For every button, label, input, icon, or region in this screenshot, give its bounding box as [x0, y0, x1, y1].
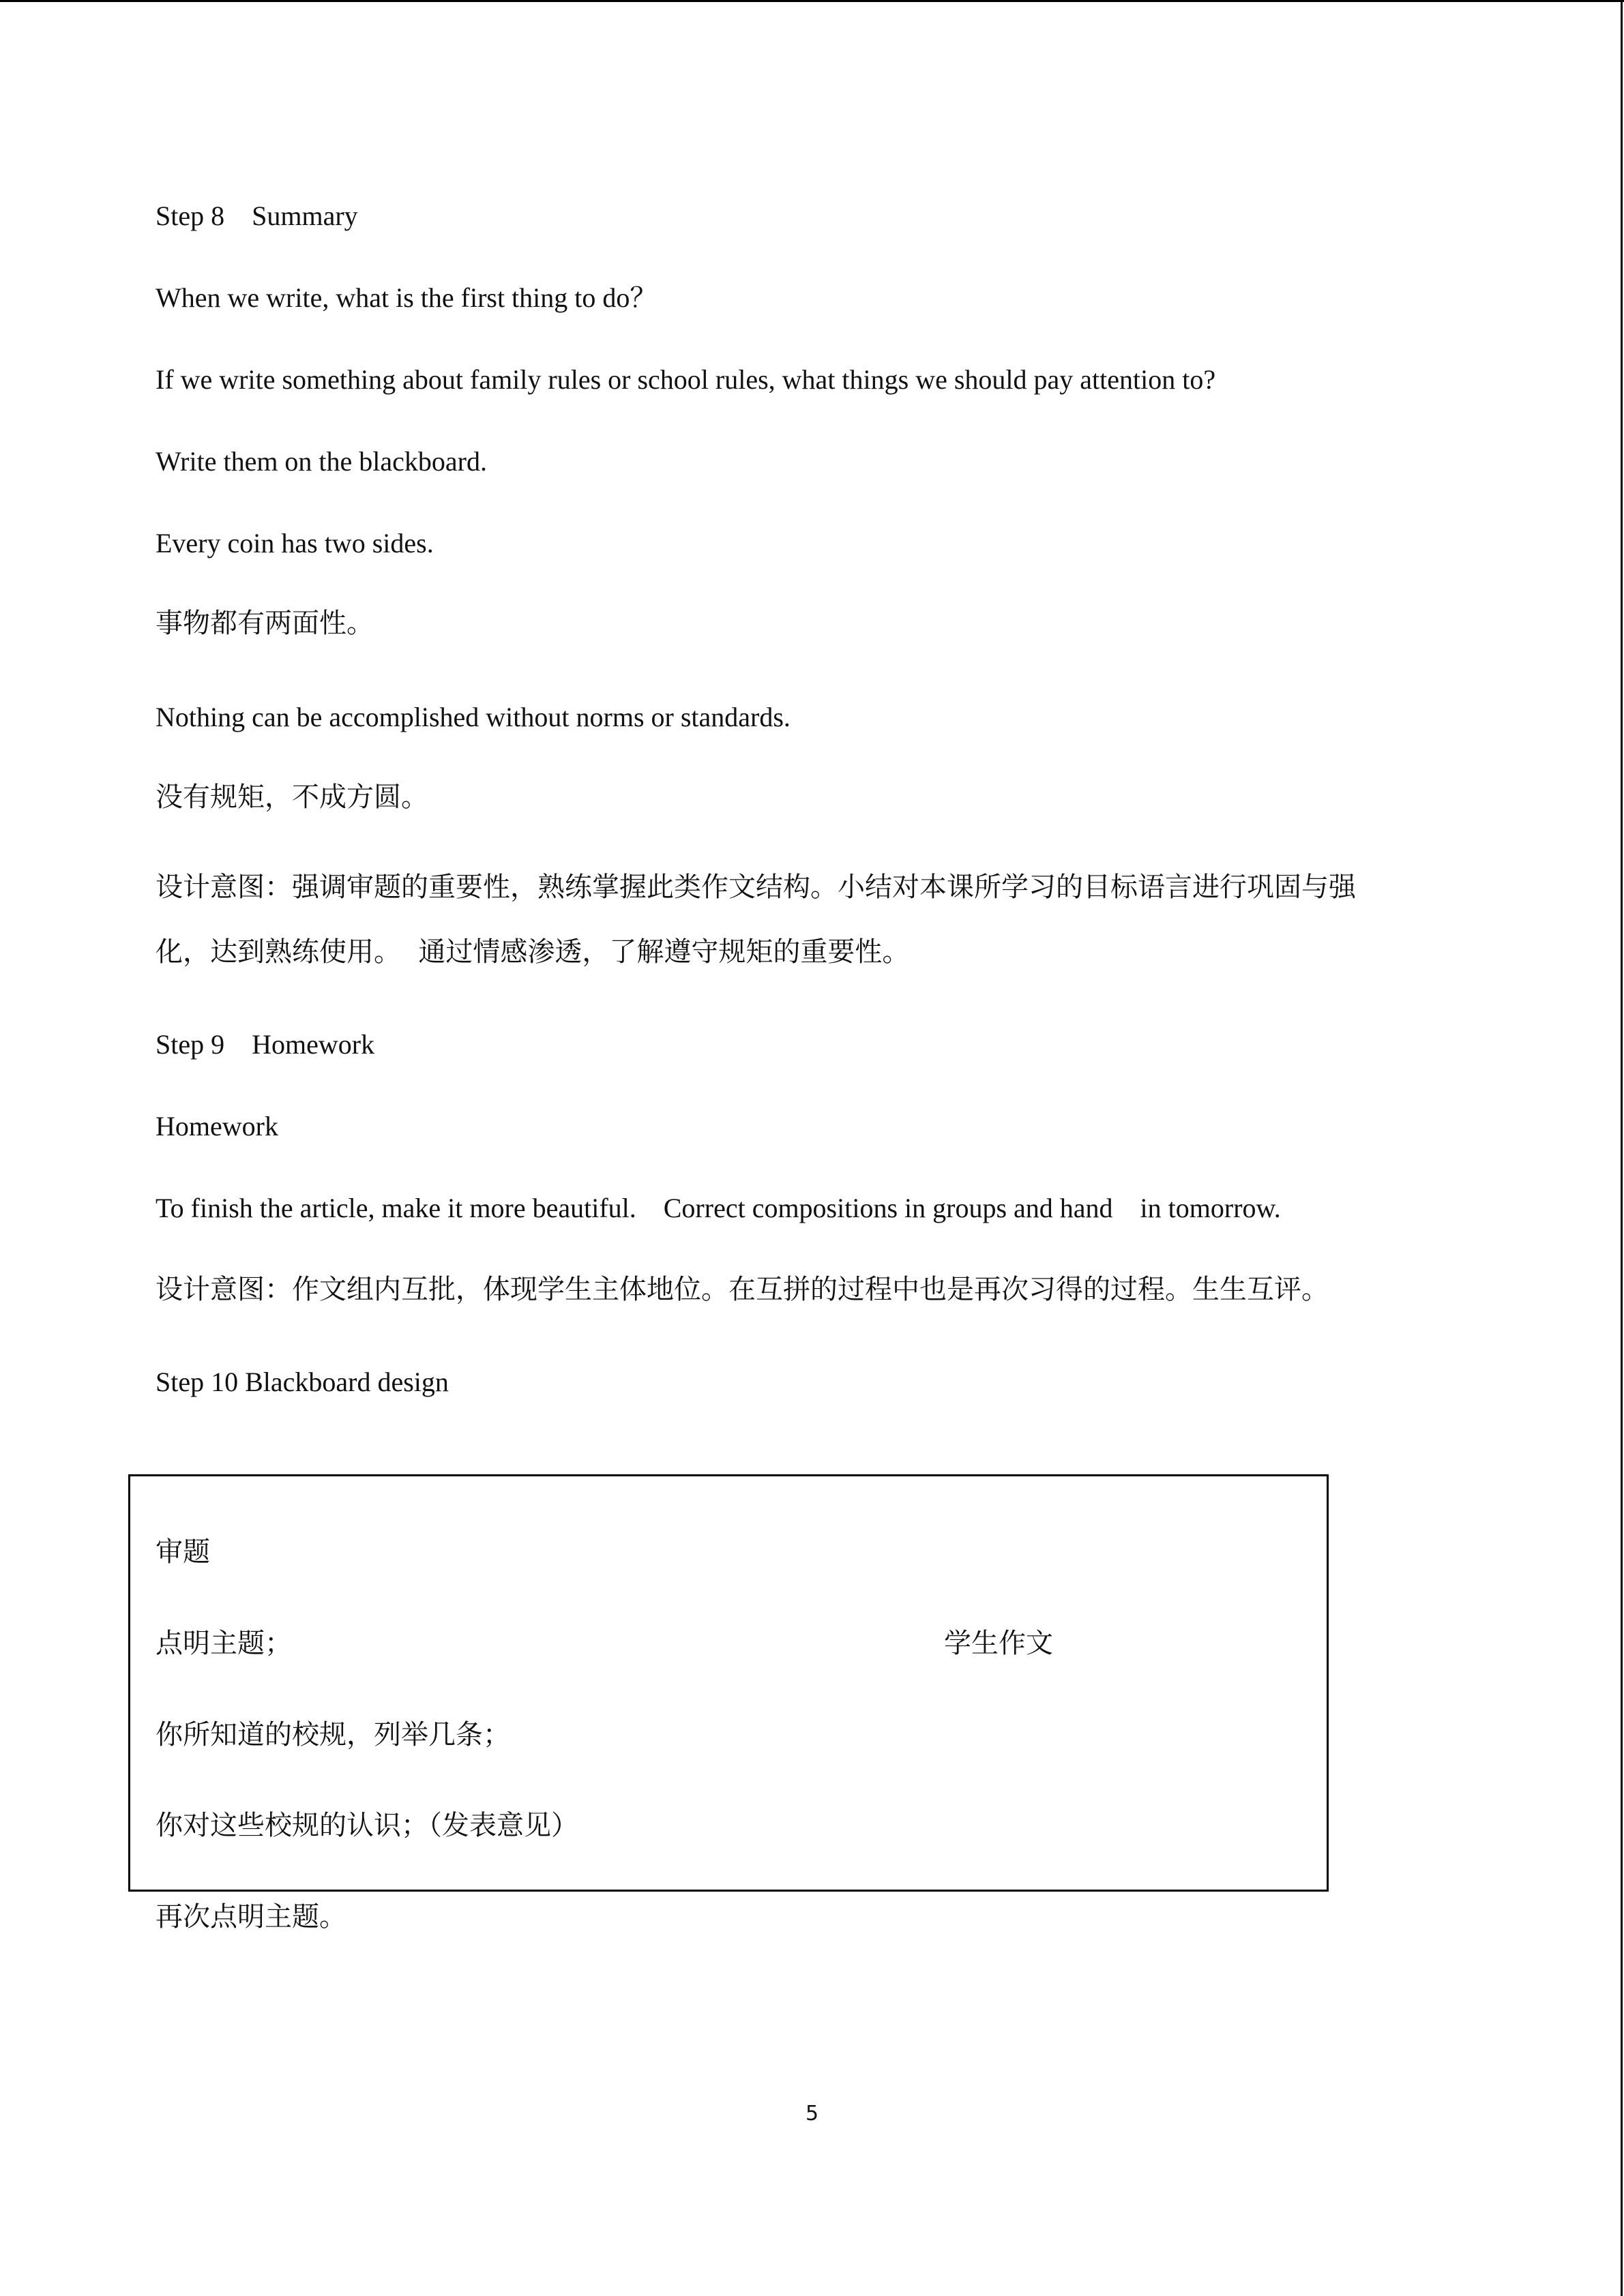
- summary-question-1: When we write, what is the first thing to do？: [156, 282, 658, 313]
- blackboard-item-2: 点明主题；: [156, 1628, 292, 1659]
- proverb-2-english: Nothing can be accomplished without norms or standards.: [156, 702, 791, 732]
- proverb-1-chinese: 事物都有两面性。: [156, 608, 374, 639]
- summary-question-2: If we write something about family rules or school rules, what things we should pay attention to?: [156, 364, 1216, 395]
- step10-heading: Step 10 Blackboard design: [156, 1367, 449, 1397]
- homework-text: To finish the article, make it more beautiful. Correct compositions in groups and hand in tomorrow.: [156, 1193, 1281, 1223]
- step9-heading: Step 9 Homework: [156, 1029, 375, 1060]
- design-intent-2: 设计意图：作文组内互批，体现学生主体地位。在互拼的过程中也是再次习得的过程。生生互评。: [156, 1274, 1329, 1305]
- blackboard-right-label: 学生作文: [944, 1628, 1053, 1659]
- design-intent-1-line-1: 设计意图：强调审题的重要性，熟练掌握此类作文结构。小结对本课所学习的目标语言进行巩固与强: [156, 871, 1356, 903]
- proverb-1-english: Every coin has two sides.: [156, 528, 434, 558]
- step8-heading: Step 8 Summary: [156, 200, 358, 231]
- page-top-border: [0, 0, 1624, 2]
- design-intent-1-line-2: 化，达到熟练使用。 通过情感渗透，了解遵守规矩的重要性。: [156, 936, 910, 968]
- blackboard-item-3: 你所知道的校规，列举几条；: [156, 1719, 510, 1750]
- blackboard-item-4: 你对这些校规的认识；（发表意见）: [156, 1810, 578, 1841]
- blackboard-item-1: 审题: [156, 1536, 210, 1568]
- summary-instruction: Write them on the blackboard.: [156, 446, 487, 477]
- blackboard-item-5: 再次点明主题。: [156, 1901, 346, 1933]
- page-number: 5: [805, 2102, 819, 2126]
- homework-label: Homework: [156, 1111, 278, 1142]
- proverb-2-chinese: 没有规矩，不成方圆。: [156, 781, 428, 813]
- page-right-border: [1621, 0, 1623, 2296]
